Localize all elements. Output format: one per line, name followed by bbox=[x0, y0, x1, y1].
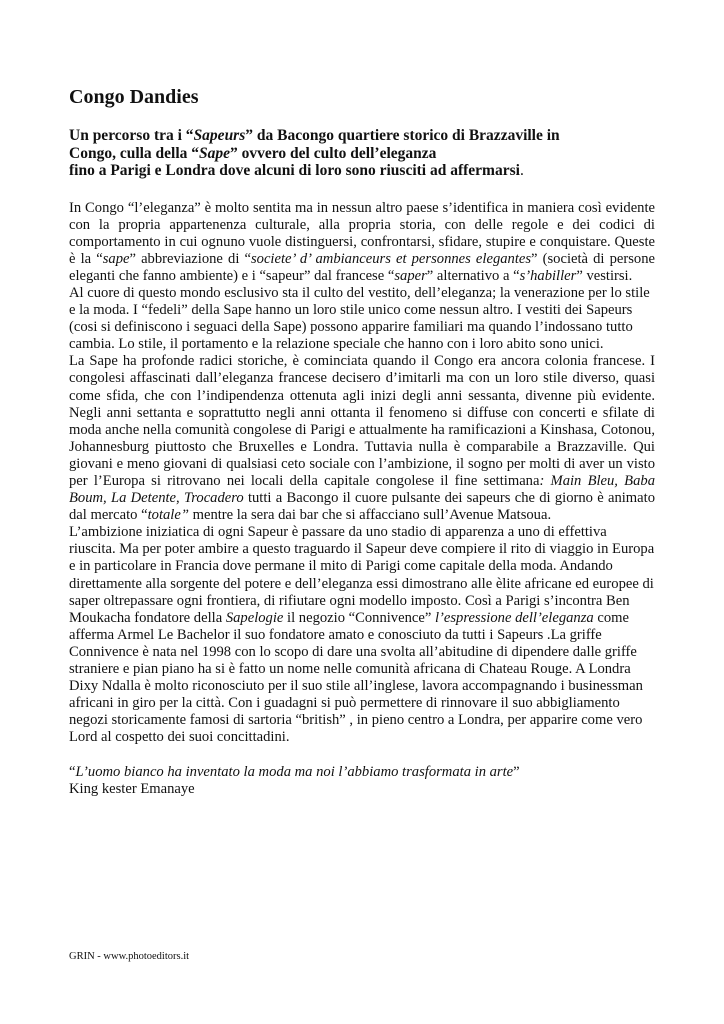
article bbox=[69, 84, 655, 798]
article-body bbox=[69, 200, 655, 798]
subtitle-line-2: Congo, culla della “Sape” ovvero del culto dell’eleganza bbox=[69, 144, 437, 162]
article-subtitle bbox=[69, 127, 655, 180]
article-title: Congo Dandies bbox=[69, 86, 199, 108]
paragraph-europe: L’ambizione iniziatica di ogni Sapeur è passare da uno stadio di apparenza a uno di effettiva riuscita. Ma per poter ambire a questo traguardo il Sapeur deve compiere il rito di viaggio in Europa e in particolare in Francia dove permane il mito di Parigi come capitale della moda. Andando direttamente alla sorgente del potere e dell’eleganza essi dimostrano alle èlite africane ed europee di saper oltrepassare ogni frontiera, di rifiutare ogni modello imposto. Così a Parigi s’incontra Ben Moukacha fondatore della Sapelogie il negozio “Connivence” l’espressione dell’eleganza come afferma Armel Le Bachelor il suo fondatore amato e conosciuto da tutti i Sapeurs .La griffe Connivence è nata nel 1998 con lo scopo di dare una svolta all’abitudine di dipendere dalle griffe straniere e pian piano ha si è fatto un nome nelle comunità africana di Chateau Rouge. A Londra Dixy Ndalla è molto riconosciuto per il suo stile all’inglese, lavora accompagnando i businessman africani in giro per la città. Con i guadagni si può permettere di rinnovare il suo abbigliamento negozi storicamente famosi di sartoria “british” , in pieno centro a Londra, per apparire come vero Lord al cospetto dei suoi concittadini. bbox=[69, 524, 655, 746]
subtitle-line-3: fino a Parigi e Londra dove alcuni di loro sono riusciti ad affermarsi. bbox=[69, 162, 524, 179]
page-footer: GRIN - www.photoeditors.it bbox=[69, 951, 190, 962]
quote-author: King kester Emanaye bbox=[69, 780, 195, 797]
paragraph-culture: Al cuore di questo mondo esclusivo sta il culto del vestito, dell’eleganza; la venerazione per lo stile e la moda. I “fedeli” della Sape hanno un loro stile unico come nessun altro. I vestiti dei Sapeurs (cosi si definiscono i seguaci della Sape) possono apparire familiari ma quando l’indossano tutto cambia. Lo stile, il portamento e la relazione speciale che hanno con i loro abito sono unici. bbox=[69, 284, 650, 353]
closing-quote: “L’uomo bianco ha inventato la moda ma noi l’abbiamo trasformata in arte” bbox=[69, 763, 520, 780]
paragraph-intro: In Congo “l’eleganza” è molto sentita ma in nessun altro paese s’identifica in maniera così evidente con la propria appartenenza culturale, alla propria storia, con delle regole e dei codici di comportamento in cui ognuno vuole distinguersi, confrontarsi, sfidare, stupire e conquistare. Queste è la “sape” abbreviazione di “societe’ d’ ambianceurs et personnes elegantes” (società di persone eleganti che fanno ambiente) e i “sapeur” dal francese “saper” alternativo a “s’habiller” vestirsi. bbox=[69, 199, 655, 284]
subtitle-line-1: Un percorso tra i “Sapeurs” da Bacongo quartiere storico di Brazzaville in bbox=[69, 127, 560, 144]
paragraph-history: La Sape ha profonde radici storiche, è cominciata quando il Congo era ancora colonia francese. I congolesi affascinati dall’eleganza francese decisero d’imitarli ma con un loro stile diverso, quasi come sfida, che con l’indipendenza ottenuta agli inizi degli anni sessanta, divenne più evidente. Negli anni settanta e soprattutto negli anni ottanta il fenomeno si diffuse con concerti e sfilate di moda anche nella comunità congolese di Parigi e attualmente ha ramificazioni a Kinshasa, Cotonou, Johannesburg piuttosto che Bruxelles e Londra. Tuttavia nulla è comparabile a Brazzaville. Qui giovani e meno giovani di qualsiasi ceto sociale con l’ambizione, il sogno per molti di aver un visto per l’Europa si ritrovano nei locali della capitale congolese il fine settimana: Main Bleu, Baba Boum, La Detente, Trocadero tutti a Bacongo il cuore pulsante dei sapeurs che di giorno è animato dal mercato “totale” mentre la sera dai bar che si affacciano sull’Avenue Matsoua. bbox=[69, 353, 655, 524]
